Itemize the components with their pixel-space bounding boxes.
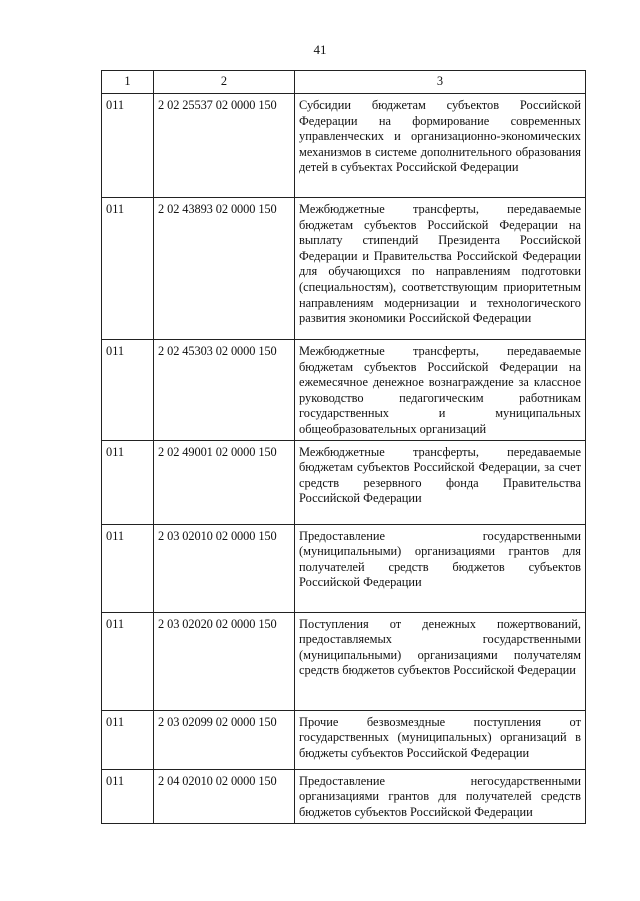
table-row xyxy=(102,524,586,612)
kbk-cell: 2 03 02099 02 0000 150 xyxy=(154,710,295,769)
table-row xyxy=(102,340,586,441)
budget-codes-table xyxy=(101,70,586,824)
admin-code-cell: 011 xyxy=(102,769,154,823)
admin-code-cell: 011 xyxy=(102,440,154,524)
table-row xyxy=(102,612,586,710)
kbk-cell: 2 02 43893 02 0000 150 xyxy=(154,198,295,340)
description-cell: Предоставление негосударственными организациями грантов для получателей средств бюджетов субъектов Российской Федерации xyxy=(295,769,586,823)
table-row xyxy=(102,94,586,198)
kbk-cell: 2 03 02010 02 0000 150 xyxy=(154,524,295,612)
header-col-2: 2 xyxy=(154,71,295,94)
description-cell: Предоставление государственными (муниципальными) организациями грантов для получателей средств бюджетов субъектов Российской Федерации xyxy=(295,524,586,612)
header-col-3: 3 xyxy=(295,71,586,94)
admin-code-cell: 011 xyxy=(102,710,154,769)
table-row xyxy=(102,769,586,823)
admin-code-cell: 011 xyxy=(102,198,154,340)
description-cell: Межбюджетные трансферты, передаваемые бюджетам субъектов Российской Федерации на выплату стипендий Президента Российской Федерации и Правительства Российской Федерации для обучающихся по направлениям подготовки (специальностям), соответствующим приоритетным направлениям модернизации и технологического развития экономики Российской Федерации xyxy=(295,198,586,340)
table-header-row xyxy=(102,71,586,94)
description-cell: Межбюджетные трансферты, передаваемые бюджетам субъектов Российской Федерации на ежемесячное денежное вознаграждение за классное руководство педагогическим работникам государственных и муниципальных общеобразовательных организаций xyxy=(295,340,586,441)
page-number: 41 xyxy=(313,42,327,57)
admin-code-cell: 011 xyxy=(102,612,154,710)
description-cell: Поступления от денежных пожертвований, предоставляемых государственными (муниципальными) организациями получателям средств бюджетов субъектов Российской Федерации xyxy=(295,612,586,710)
description-cell: Субсидии бюджетам субъектов Российской Федерации на формирование современных управленческих и организационно-экономических механизмов в системе дополнительного образования детей в субъектах Российской Федерации xyxy=(295,94,586,198)
kbk-cell: 2 02 25537 02 0000 150 xyxy=(154,94,295,198)
kbk-cell: 2 04 02010 02 0000 150 xyxy=(154,769,295,823)
admin-code-cell: 011 xyxy=(102,524,154,612)
admin-code-cell: 011 xyxy=(102,340,154,441)
table-row xyxy=(102,198,586,340)
kbk-cell: 2 02 45303 02 0000 150 xyxy=(154,340,295,441)
table-row xyxy=(102,440,586,524)
admin-code-cell: 011 xyxy=(102,94,154,198)
description-cell: Межбюджетные трансферты, передаваемые бюджетам субъектов Российской Федерации, за счет средств резервного фонда Правительства Российской Федерации xyxy=(295,440,586,524)
table-row xyxy=(102,710,586,769)
description-cell: Прочие безвозмездные поступления от государственных (муниципальных) организаций в бюджеты субъектов Российской Федерации xyxy=(295,710,586,769)
kbk-cell: 2 03 02020 02 0000 150 xyxy=(154,612,295,710)
kbk-cell: 2 02 49001 02 0000 150 xyxy=(154,440,295,524)
header-col-1: 1 xyxy=(102,71,154,94)
